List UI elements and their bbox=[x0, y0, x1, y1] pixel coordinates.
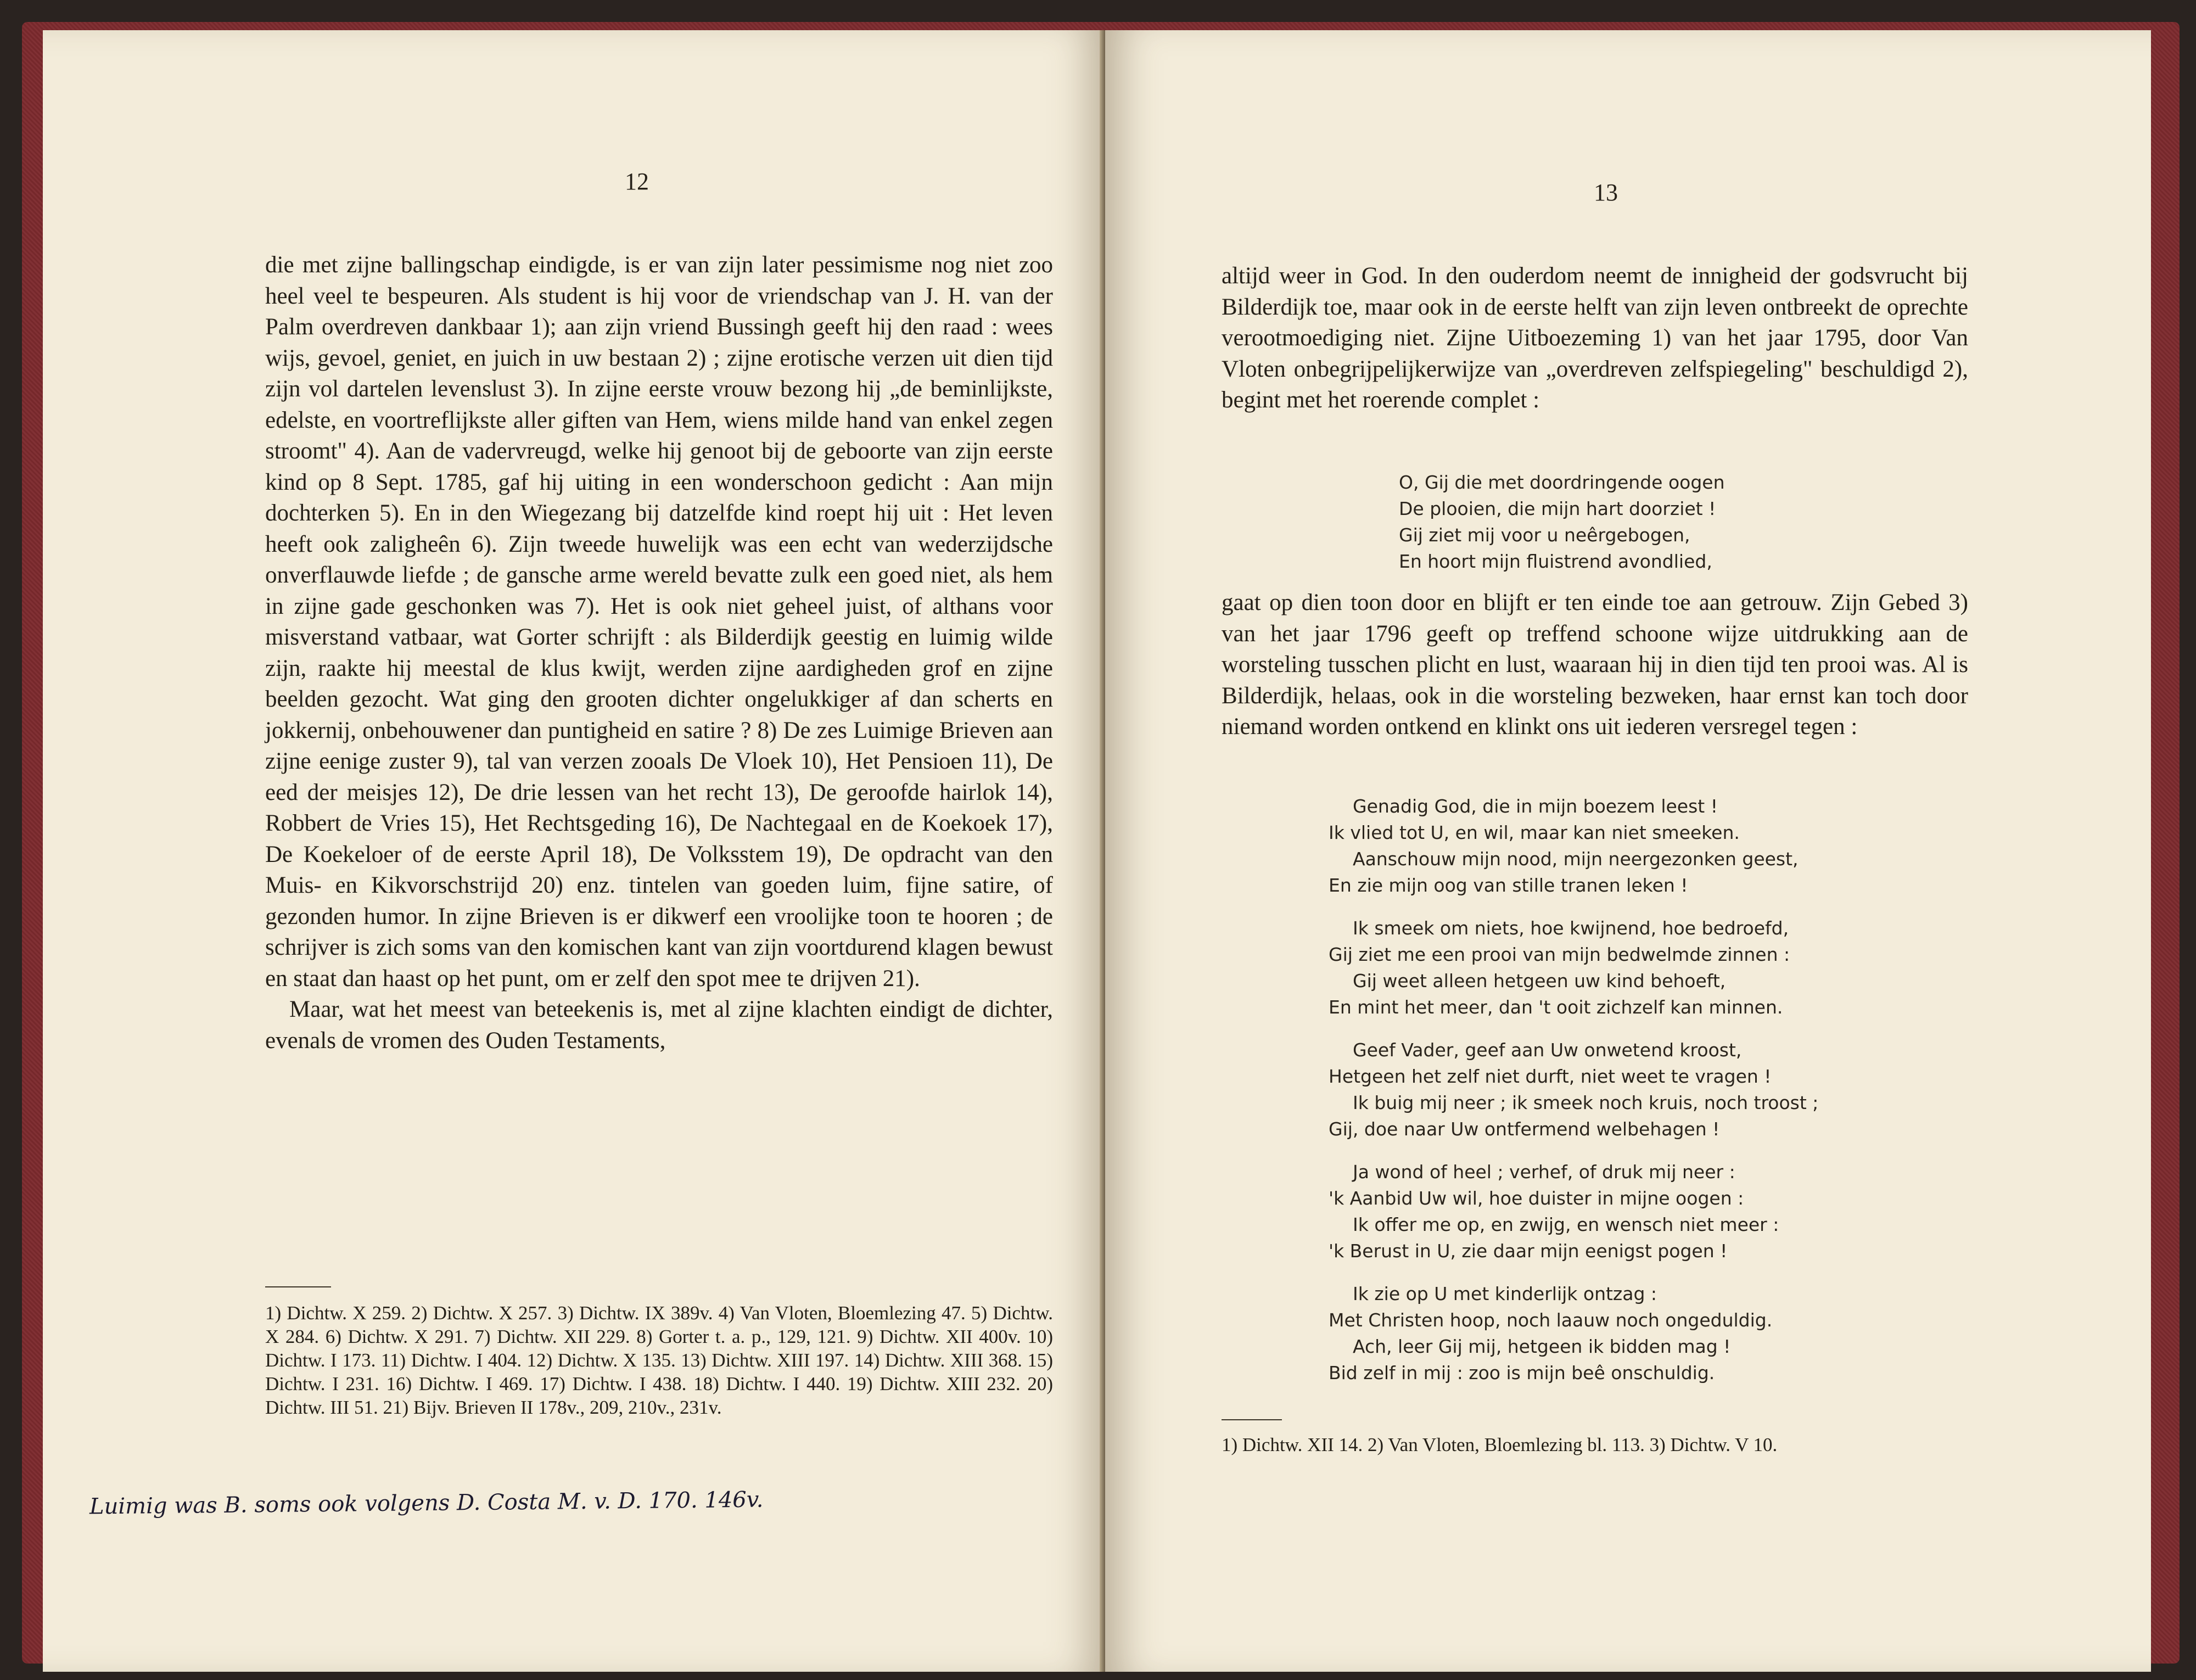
page-number: 12 bbox=[625, 168, 649, 195]
verse-line: En hoort mijn fluistrend avondlied, bbox=[1399, 551, 1712, 572]
verse-line: Ik smeek om niets, hoe kwijnend, hoe bedroefd, bbox=[1353, 917, 1789, 939]
verse-line: Gij ziet me een prooi van mijn bedwelmde zinnen : bbox=[1329, 944, 1790, 965]
handwritten-note: Luimig was B. soms ook volgens D. Costa M. v. D. 170. 146v. bbox=[89, 1487, 764, 1520]
middle-text: gaat op dien toon door en blijft er ten einde toe aan getrouw. Zijn Gebed 3) van het jaar 1796 geeft op treffend schoone wijze uitdrukking aan de worsteling tusschen plicht en lust, waaraan hij in dien tijd ten prooi was. Al is Bilderdijk, helaas, ook in die worsteling bezweken, haar ernst kan toch door niemand worden ontkend en klinkt ons uit iederen versregel tegen : bbox=[1222, 590, 1968, 740]
verse-line: Genadig God, die in mijn boezem leest ! bbox=[1353, 796, 1718, 817]
verse-line: Geef Vader, geef aan Uw onwetend kroost, bbox=[1353, 1039, 1742, 1061]
verse-line: Gij ziet mij voor u neêrgebogen, bbox=[1399, 524, 1690, 546]
verse-line: Aanschouw mijn nood, mijn neergezonken geest, bbox=[1353, 848, 1799, 870]
poem-gebed bbox=[1329, 793, 1818, 1403]
right-page bbox=[1105, 30, 2151, 1672]
stanza bbox=[1329, 1037, 1818, 1143]
verse-line: Met Christen hoop, noch laauw noch ongeduldig. bbox=[1329, 1309, 1773, 1331]
stanza bbox=[1329, 793, 1818, 899]
verse-line: Ik vlied tot U, en wil, maar kan niet smeeken. bbox=[1329, 822, 1740, 843]
verse-line: 'k Aanbid Uw wil, hoe duister in mijne oogen : bbox=[1329, 1188, 1744, 1209]
intro-text: altijd weer in God. In den ouderdom neemt de innigheid der godsvrucht bij Bilderdijk toe, maar ook in de eerste helft van zijn leven ontbreekt de oprechte verootmoediging niet. Zijne Uitboezeming 1) van het jaar 1795, door Van Vloten onbegrijpelijkerwijze van „overdreven zelfspiegeling" beschuldigd 2), begint met het roerende complet : bbox=[1222, 263, 1968, 413]
footnotes: 1) Dichtw. XII 14. 2) Van Vloten, Bloemlezing bl. 113. 3) Dichtw. V 10. bbox=[1222, 1434, 1778, 1455]
stanza bbox=[1329, 1159, 1818, 1264]
verse-line: Hetgeen het zelf niet durft, niet weet te vragen ! bbox=[1329, 1066, 1772, 1087]
verse-line: Gij, doe naar Uw ontfermend welbehagen ! bbox=[1329, 1118, 1720, 1140]
stanza bbox=[1329, 1281, 1818, 1386]
quoted-verse bbox=[1399, 469, 1725, 575]
footnote-rule bbox=[265, 1286, 331, 1287]
stanza bbox=[1329, 915, 1818, 1021]
footnote-rule bbox=[1222, 1419, 1282, 1420]
left-page bbox=[43, 30, 1105, 1672]
verse-line: De plooien, die mijn hart doorziet ! bbox=[1399, 498, 1716, 519]
verse-line: Ik offer me op, en zwijg, en wensch niet meer : bbox=[1353, 1214, 1779, 1235]
verse-line: Bid zelf in mij : zoo is mijn beê onschuldig. bbox=[1329, 1362, 1715, 1384]
body-text bbox=[265, 250, 1053, 1056]
verse-line: Ik buig mij neer ; ik smeek noch kruis, noch troost ; bbox=[1353, 1092, 1819, 1113]
verse-line: Ach, leer Gij mij, hetgeen ik bidden mag ! bbox=[1353, 1336, 1731, 1357]
verse-line: En zie mijn oog van stille tranen leken ! bbox=[1329, 875, 1688, 896]
verse-line: Gij weet alleen hetgeen uw kind behoeft, bbox=[1353, 970, 1726, 992]
paragraph: die met zijne ballingschap eindigde, is er van zijn later pessimisme nog niet zoo heel veel te bespeuren. Als student is hij voor de vriendschap van J. H. van der Palm overdreven dankbaar 1); aan zijn vriend Bussingh geeft hij den raad : wees wijs, gevoel, geniet, en juich in uw bestaan 2) ; zijne erotische verzen uit dien tijd zijn vol dartelen levenslust 3). In zijne eerste vrouw bezong hij „de beminlijkste, edelste, en voortreflijkste aller giften van Hem, wiens milde hand van enkel zegen stroomt" 4). Aan de vadervreugd, welke hij genoot bij de geboorte van zijn eerste kind op 8 Sept. 1785, gaf hij uiting in een wonderschoon gedicht : Aan mijn dochterken 5). En in den Wiegezang bij datzelfde kind roept hij uit : Het leven heeft ook zaligheên 6). Zijn tweede huwelijk was een echt van wederzijdsche onverflauwde liefde ; de gansche arme wereld bevatte zulk een goed niet, als hem in zijne gade geschonken was 7). Het is ook niet geheel juist, of althans voor misverstand vatbaar, wat Gorter schrijft : als Bilderdijk geestig en luimig wilde zijn, raakte hij meestal de klus kwijt, werden zijne aardigheden grof en zijne beelden gezocht. Wat ging den grooten dichter ongelukkiger af dan scherts en jokkernij, onbehouwener dan puntigheid en satire ? 8) De zes Luimige Brieven aan zijne eenige zuster 9), tal van verzen zooals De Vloek 10), Het Pensioen 11), De eed der meisjes 12), De drie lessen van het recht 13), De geroofde hairlok 14), Robbert de Vries 15), Het Rechtsgeding 16), De Nachtegaal en de Koekoek 17), De Koekeloer of de eerste April 18), De Volksstem 19), De opdracht van den Muis- en Kikvorschstrijd 20) enz. tintelen van goeden luim, fijne satire, of gezonden humor. In zijne Brieven is er dikwerf een vroolijke toon te hooren ; de schrijver is zich soms van den komischen kant van zijn voortdurend klagen bewust en staat dan haast op het punt, om er zelf den spot mee te drijven 21). bbox=[265, 252, 1053, 992]
verse-line: Ik zie op U met kinderlijk ontzag : bbox=[1353, 1283, 1657, 1304]
verse-line: Ja wond of heel ; verhef, of druk mij neer : bbox=[1353, 1161, 1735, 1183]
verse-line: En mint het meer, dan 't ooit zichzelf kan minnen. bbox=[1329, 996, 1783, 1018]
page-number: 13 bbox=[1594, 179, 1618, 206]
verse-line: 'k Berust in U, zie daar mijn eenigst pogen ! bbox=[1329, 1240, 1728, 1262]
paragraph: Maar, wat het meest van beteekenis is, met al zijne klachten eindigt de dichter, evenals de vromen des Ouden Testaments, bbox=[265, 996, 1053, 1054]
footnotes: 1) Dichtw. X 259. 2) Dichtw. X 257. 3) Dichtw. IX 389v. 4) Van Vloten, Bloemlezing 47. 5) Dichtw. X 284. 6) Dichtw. X 291. 7) Dichtw. XII 229. 8) Gorter t. a. p., 129, 121. 9) Dichtw. XII 400v. 10) Dichtw. I 173. 11) Dichtw. I 404. 12) Dichtw. X 135. 13) Dichtw. XIII 197. 14) Dichtw. XIII 368. 15) Dichtw. I 231. 16) Dichtw. I 469. 17) Dichtw. I 438. 18) Dichtw. I 440. 19) Dichtw. XIII 232. 20) Dichtw. III 51. 21) Bijv. Brieven II 178v., 209, 210v., 231v. bbox=[265, 1302, 1053, 1418]
verse-line: O, Gij die met doordringende oogen bbox=[1399, 472, 1725, 493]
